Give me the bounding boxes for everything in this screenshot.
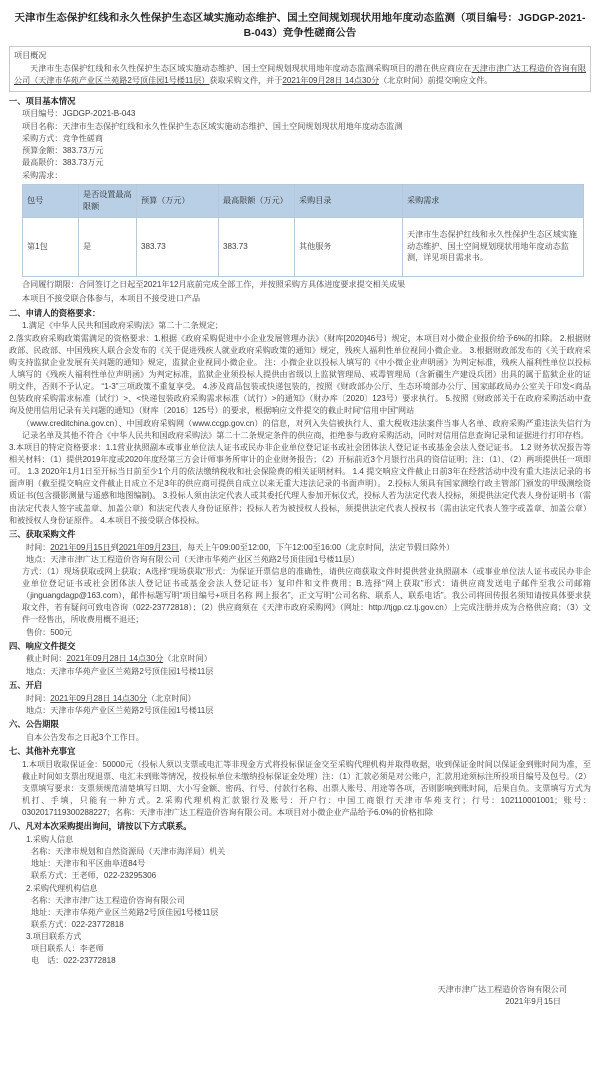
section-7-heading: 七、其他补充事宜: [9, 745, 76, 756]
purchaser-name-label: 名称：: [31, 847, 56, 857]
submission-deadline-timezone: （北京时间）: [163, 654, 212, 664]
qualification-item-3: 3.本项目的特定资格要求：1.1营业执照副本或事业单位法人证书或民办非企业单位登记证书或社会团体法人登记证书或基金会法人登记证书。 1.2 财务状况报告等相关材料：（1）提供2019年度或2020年度经第三方会计师事务所审计的企业财务报告；（2）开标前近3个月银行出具的资信证明；注：（1）、（2）两项提供任一项即可。 1.3 2020年1月1日至开标当日前至少1个月的依法缴纳税收和社会保险费的相关证明材料。 1.4 提交响应文件截止日前3年在经营活动中没有重大违法记录的书面声明（截至提交响应文件截止日成立不足3年的供应商可提供自成立以来无重大违法记录的书面声明）。 2.投标人须具有国家测绘行政主管部门颁发的甲级测绘资质证书(包含摄影测量与遥感和地图编制)。 3.投标人须由法定代表人或其委托代理人参加开标仪式，投标人若为法定代表人投标，须提供法定代表人身份证明书（需由法定代表人签字或盖章、加盖公章）和法定代表人身份证原件；投标人若为被授权人投标，须提供法定代表人授权书（需由法定代表人签字或盖章、加盖公章）和被授权人身份证原件。 4.本项目不接受联合体投标。: [9, 442, 591, 525]
signature-block: [9, 984, 591, 1010]
project-number-label: 项目编号：: [22, 109, 63, 119]
th-budget: 预算（万元）: [137, 184, 219, 217]
procurement-requirement-label: 采购需求：: [22, 171, 63, 181]
overview-text-1: 天津市生态保护红线和永久性保护生态区域实施动态维护、国土空间规划现状用地年度动态监测采购项目的潜在供应商应在: [30, 63, 472, 73]
project-contact-phone-value: 022-23772818: [63, 956, 116, 966]
document-acquisition-method: [22, 566, 591, 627]
ceiling-price-value: 383.73万元: [62, 157, 104, 167]
project-contact-person-label: 项目联系人：: [31, 944, 80, 954]
purchaser-contact-value: 王老师，022-23295306: [71, 871, 157, 881]
qualification-item-1: 1.满足《中华人民共和国政府采购法》第二十二条规定；: [22, 321, 224, 331]
th-ceiling-amount: 最高限额（万元）: [219, 184, 295, 217]
document-acquisition-time-line: [26, 542, 591, 554]
page-title: 天津市生态保护红线和永久性保护生态区域实施动态维护、国土空间规划现状用地年度动态监测（项目编号：JGDGP-2021-B-043）竞争性磋商公告: [14, 13, 586, 40]
purchaser-address-label: 地址：: [31, 859, 56, 869]
procurement-requirement-table: [22, 184, 584, 277]
overview-text-2: 获取采购文件，并于: [209, 75, 283, 85]
submission-deadline-label: 截止时间：: [26, 654, 67, 664]
contract-duration-line: 合同履行期限：合同签订之日起至2021年12月底前完成全部工作，并按照采购方具体进度要求提交相关成果: [22, 279, 406, 289]
acquisition-place-value: 天津市津广达工程造价咨询有限公司（天津市华苑产业区兰苑路2号顶佳园1号楼11层）: [50, 554, 360, 564]
qualification-item-2: 2.落实政府采购政策需满足的资格要求：1.根据《政府采购促进中小企业发展管理办法》（财库[2020]46号）规定，本项目对小微企业报价给予6%的扣除。 2.根据财政部、民政部、中国残疾人联合会发布的《关于促进残疾人就业政府采购政策的通知》规定，残疾人福利性单位视同小微企业。 3.根据财政部发布的《关于政府采购支持监狱企业发展有关问题的通知》规定，监狱企业视同小微企业。 注：小微企业以投标人填写的《中小微企业声明函》为判定标准，残疾人福利性单位以投标人填写的《残疾人福利性单位声明函》为判定标准，监狱企业须投标人提供由省级以上监狱管理局、戒毒管理局（含新疆生产建设兵团）出具的属于监狱企业的证明文件，否则不予认定。 “1-3”三项政策不重复享受。 4.涉及商品包装或快递包装的，按照《财政部办公厅、生态环境部办公厅、国家邮政局办公室关于印发<商品包装政府采购需求标准（试行）>、<快递包装政府采购需求标准（试行）>的通知》（财办库〔2020〕123号）要求执行。 5.按照《财政部关于在政府采购活动中查询及使用信用记录有关问题的通知》（财库〔2016〕125号）的要求，根据响应文件提交的截止时间“信用中国”网站: [9, 333, 591, 416]
project-overview-box: [9, 46, 591, 91]
project-number-line: [22, 108, 591, 120]
project-number-value: JGDGP-2021-B-043: [62, 109, 136, 119]
project-contact-phone-label: 电 话：: [31, 956, 64, 966]
submission-place-value: 天津市华苑产业区兰苑路2号顶佳园1号楼11层: [50, 666, 214, 676]
acquisition-start-date: 2021年09月15日: [50, 542, 111, 552]
acquisition-place-label: 地点：: [26, 554, 51, 564]
signature-date: 2021年9月15日: [505, 997, 561, 1007]
signature-company: 天津市津广达工程造价咨询有限公司: [437, 984, 567, 994]
agency-address-value: 天津市华苑产业区兰苑路2号顶佳园1号楼11层: [55, 907, 219, 917]
agency-contact-value: 022-23772818: [71, 919, 124, 929]
overview-label: 项目概况: [14, 51, 47, 61]
cell-catalog: 其他服务: [295, 217, 403, 276]
section-3-heading: 三、获取采购文件: [9, 528, 76, 539]
procurement-method-label: 采购方式：: [22, 133, 63, 143]
table-row: [23, 217, 584, 276]
purchaser-name-value: 天津市规划和自然资源局（天津市海洋局）机关: [55, 847, 226, 857]
opening-time-label: 时间：: [26, 693, 51, 703]
th-requirement: 采购需求: [403, 184, 584, 217]
acquisition-end-date: 2021年09月23日: [118, 542, 179, 552]
project-name-value: 天津市生态保护红线和永久性保护生态区域实施动态维护、国土空间规划现状用地年度动态监测: [62, 121, 403, 131]
supplementary-item-1: 1.本项目收取保证金：50000元（投标人须以支票或电汇等非现金方式将投标保证金交至采购代理机构并取得收据，收到保证金时间以保证金到账时间为准，至截止时间如支票出现退票、电汇未到账等情况，按投标单位未缴纳投标保证金处理）注：（1）汇款必须是对公账户，汇款用途须标注所投项目编号及包号。（2）支票填写要求：支票须规范清楚填写日期、大小写金额、密码、行号、付款行名称、出票人账号、用途等各项，否则影响到账时间，后果自负。支票填写方式为机打、手填，只能有一种方式。2.采购代理机构汇款银行及账号：开户行：中国工商银行天津市华苑支行；行号：102110001001；账号：0302017119300288227；名称：天津市津广达工程造价咨询有限公司。本项目对小微企业产品给予6.0%的价格扣除: [22, 759, 591, 818]
opening-place-value: 天津市华苑产业区兰苑路2号顶佳园1号楼11层: [50, 705, 214, 715]
opening-place-label: 地点：: [26, 705, 51, 715]
qualification-item-2-continued: （www.creditchina.gov.cn）、中国政府采购网（www.ccgp.gov.cn）的信息，对列入失信被执行人、重大税收违法案件当事人名单、政府采购严重违法失信行为记录名单及其他不符合《中华人民共和国政府采购法》第二十二条规定条件的供应商，拒绝参与政府采购活动，同时对信用信息查询记录和证据进行打印存档。: [22, 418, 591, 440]
budget-value: 383.73万元: [62, 145, 104, 155]
acquisition-method-text: （1）现场获取或网上获取；A选择“现场获取”形式：为保证开票信息的准确性，请供应商获取文件时提供营业执照副本（或事业单位法人证书或民办非企业单位登记证书或社会团体法人登记证书或基金会法人登记证书）复印件和文件费用；B.选择“网上获取”形式：请供应商发送电子邮件至我公司邮箱（jinguangdagp@163.com），邮件标题写明“项目编号+项目名称 网上报名”，正文写明“公司名称、联系人、联系电话”。我公司将回传报名须知请按具体要求获取文件，若有疑问可致电咨询（022-23772818）；（2）供应商须在《天津市政府采购网》（网址：http://tjgp.cz.tj.gov.cn）上完成注册并成为合格供应商；（3）文件一经售出，所收费用概不退还；: [22, 566, 591, 625]
cell-requirement: 天津市生态保护红线和永久性保护生态区域实施动态维护、国土空间规划现状用地年度动态监测，详见项目需求书。: [403, 217, 584, 276]
submission-place-label: 地点：: [26, 666, 51, 676]
purchaser-name-line: [31, 846, 591, 858]
opening-time-line: [26, 693, 591, 705]
announcement-period-text: 自本公告发布之日起3个工作日。: [26, 732, 144, 742]
purchaser-address-value: 天津市和平区曲阜道84号: [55, 859, 146, 869]
document-acquisition-place-line: [26, 554, 591, 566]
section-1-heading: 一、项目基本情况: [9, 95, 76, 106]
th-package-no: 包号: [23, 184, 79, 217]
cell-package-no: 第1包: [23, 217, 79, 276]
agency-info-heading: 2.采购代理机构信息: [26, 883, 98, 893]
agency-address-label: 地址：: [31, 907, 56, 917]
acquisition-time-mid: 到: [110, 542, 119, 552]
procurement-method-value: 竞争性磋商: [62, 133, 103, 143]
overview-deadline: 2021年09月28日 14点30分: [282, 75, 380, 85]
cell-budget: 383.73: [137, 217, 219, 276]
purchaser-info-heading: 1.采购人信息: [26, 835, 74, 844]
cell-has-ceiling: 是: [79, 217, 137, 276]
section-5-heading: 五、开启: [9, 679, 43, 690]
contract-restrictions-line: 本项目不接受联合体参与，本项目不接受进口产品: [22, 294, 201, 304]
purchaser-address-line: [31, 858, 591, 870]
overview-text-3: （北京时间）前提交响应文件。: [379, 75, 493, 85]
document-price-value: 500元: [50, 627, 72, 637]
overview-supplier-location: 天津市津广达工程造价咨询有限公司（天津市华苑产业区兰苑路2号顶佳园1号楼11层）: [14, 63, 586, 85]
acquisition-time-label: 时间：: [26, 542, 51, 552]
ceiling-price-label: 最高限价：: [22, 157, 63, 167]
th-catalog: 采购目录: [295, 184, 403, 217]
project-contact-person-line: [31, 943, 591, 955]
agency-contact-label: 联系方式：: [31, 919, 72, 929]
submission-place-line: [26, 666, 591, 678]
project-contact-phone-line: [31, 955, 591, 967]
acquisition-time-rest: ，每天上午09:00至12:00，下午12:00至16:00（北京时间，法定节假日除外）: [179, 542, 455, 552]
opening-place-line: [26, 705, 591, 717]
agency-name-label: 名称：: [31, 895, 56, 905]
agency-name-line: [31, 895, 591, 907]
agency-address-line: [31, 907, 591, 919]
section-6-heading: 六、公告期限: [9, 718, 59, 729]
document-price-line: [26, 627, 591, 639]
budget-label: 预算金额：: [22, 145, 63, 155]
submission-deadline-line: [26, 653, 591, 665]
purchaser-contact-line: [31, 870, 591, 882]
section-8-heading: 八、凡对本次采购提出询问，请按以下方式联系。: [9, 821, 192, 832]
project-name-line: [22, 121, 591, 133]
th-has-ceiling: 是否设置最高限额: [79, 184, 137, 217]
agency-contact-line: [31, 919, 591, 931]
budget-line: [22, 145, 591, 157]
agency-name-value: 天津市津广达工程造价咨询有限公司: [55, 895, 185, 905]
section-2-heading: 二、申请人的资格要求：: [9, 307, 101, 318]
submission-deadline-value: 2021年09月28日 14点30分: [66, 654, 164, 664]
project-name-label: 项目名称：: [22, 121, 63, 131]
purchaser-contact-label: 联系方式：: [31, 871, 72, 881]
opening-time-timezone: （北京时间）: [147, 693, 196, 703]
ceiling-price-line: [22, 157, 591, 169]
table-header-row: [23, 184, 584, 217]
acquisition-method-label: 方式：: [22, 566, 47, 576]
project-contact-person-value: 李老师: [79, 944, 104, 954]
opening-time-value: 2021年09月28日 14点30分: [50, 693, 148, 703]
overview-body: [14, 63, 586, 87]
project-contact-heading: 3.项目联系方式: [26, 932, 82, 942]
cell-ceiling-amount: 383.73: [219, 217, 295, 276]
document-price-label: 售价：: [26, 627, 51, 637]
procurement-method-line: [22, 133, 591, 145]
section-4-heading: 四、响应文件提交: [9, 640, 76, 651]
